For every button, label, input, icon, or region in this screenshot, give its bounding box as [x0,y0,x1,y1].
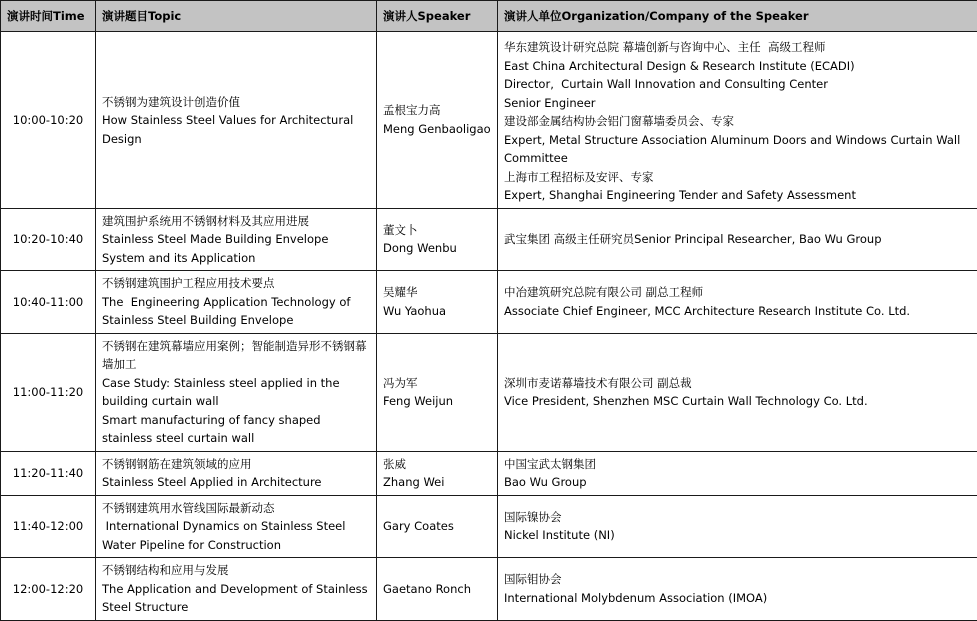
column-header-topic [96,1,377,32]
cell-time-value: 10:00-10:20 [1,108,95,133]
cell-topic-content [96,496,376,558]
cell-speaker [377,271,498,334]
table-row [1,451,977,495]
cell-organization [498,271,977,334]
cell-time [1,32,96,209]
cell-speaker-line: Gary Coates [383,517,492,536]
cell-time-value: 10:20-10:40 [1,227,95,252]
cell-organization-content [498,32,977,208]
cell-topic [96,208,377,271]
cell-speaker [377,333,498,451]
cell-topic [96,451,377,495]
cell-organization [498,208,977,271]
cell-organization-line: 国际钼协会 [504,570,972,589]
cell-speaker [377,32,498,209]
cell-time [1,451,96,495]
cell-topic-line: 不锈钢建筑围护工程应用技术要点 [102,274,371,293]
cell-speaker-line: 冯为军 [383,374,492,393]
table-row [1,208,977,271]
cell-organization-content [498,227,977,252]
cell-organization-line: Bao Wu Group [504,473,972,492]
column-header-time-label: 演讲时间Time [1,9,85,23]
header-row [1,1,977,32]
cell-topic-line: 不锈钢建筑用水管线国际最新动态 [102,499,371,518]
cell-organization-line: 中国宝武太钢集团 [504,455,972,474]
cell-topic-line: 建筑围护系统用不锈钢材料及其应用进展 [102,212,371,231]
cell-topic-line: 不锈钢为建筑设计创造价值 [102,93,371,112]
cell-speaker-content [377,280,497,323]
cell-organization-line: Vice President, Shenzhen MSC Curtain Wall Technology Co. Ltd. [504,392,972,411]
cell-organization-line: 中冶建筑研究总院有限公司 副总工程师 [504,283,972,302]
cell-topic-content [96,209,376,271]
cell-time [1,208,96,271]
cell-organization [498,558,977,621]
column-header-speaker [377,1,498,32]
cell-speaker-line: 孟根宝力高 [383,101,492,120]
cell-speaker-content [377,98,497,141]
cell-speaker-content [377,514,497,539]
cell-organization-line: Nickel Institute (NI) [504,526,972,545]
cell-speaker [377,495,498,558]
cell-topic-content [96,558,376,620]
cell-speaker [377,451,498,495]
cell-speaker-content [377,452,497,495]
cell-topic [96,271,377,334]
cell-speaker [377,208,498,271]
cell-topic-line: Stainless Steel Applied in Architecture [102,473,371,492]
cell-organization-line: 深圳市麦诺幕墙技术有限公司 副总裁 [504,374,972,393]
cell-topic-line: Stainless Steel Made Building Envelope System and its Application [102,230,371,267]
cell-organization [498,333,977,451]
cell-speaker-content [377,371,497,414]
cell-speaker-line: Gaetano Ronch [383,580,492,599]
table-row [1,32,977,209]
cell-topic-line: The Engineering Application Technology of Stainless Steel Building Envelope [102,293,371,330]
column-header-organization-label: 演讲人单位Organization/Company of the Speaker [498,9,809,23]
column-header-organization [498,1,977,32]
cell-topic [96,495,377,558]
cell-organization-content [498,505,977,548]
cell-time-value: 11:20-11:40 [1,461,95,486]
cell-organization-line: 国际镍协会 [504,508,972,527]
cell-time [1,558,96,621]
cell-topic-content [96,271,376,333]
cell-speaker-content [377,577,497,602]
cell-organization-line: International Molybdenum Association (IMOA) [504,589,972,608]
cell-topic-content [96,334,376,451]
cell-organization-line: Senior Engineer [504,94,972,113]
cell-topic [96,558,377,621]
cell-organization-line: 上海市工程招标及安评、专家 [504,168,972,187]
cell-speaker-line: 张威 [383,455,492,474]
cell-speaker-line: Wu Yaohua [383,302,492,321]
cell-time-value: 11:40-12:00 [1,514,95,539]
cell-topic [96,32,377,209]
table-row [1,333,977,451]
cell-topic-content [96,89,376,152]
cell-organization-line: East China Architectural Design & Research Institute (ECADI) [504,57,972,76]
cell-organization-content [498,452,977,495]
cell-topic-line: How Stainless Steel Values for Architectural Design [102,111,371,148]
cell-organization [498,495,977,558]
cell-organization-content [498,280,977,323]
cell-speaker-line: 吴耀华 [383,283,492,302]
cell-organization-line: Expert, Metal Structure Association Aluminum Doors and Windows Curtain Wall Committee [504,131,972,168]
table-row [1,495,977,558]
cell-topic-line: Smart manufacturing of fancy shaped stainless steel curtain wall [102,411,371,448]
table-body [1,32,977,621]
cell-speaker-line: Dong Wenbu [383,239,492,258]
cell-speaker-line: Feng Weijun [383,392,492,411]
cell-topic [96,333,377,451]
cell-organization-line: 武宝集团 高级主任研究员Senior Principal Researcher, Bao Wu Group [504,230,972,249]
cell-organization-line: Associate Chief Engineer, MCC Architecture Research Institute Co. Ltd. [504,302,972,321]
cell-time [1,333,96,451]
cell-time [1,495,96,558]
column-header-speaker-label: 演讲人Speaker [377,9,470,23]
cell-organization-line: 建设部金属结构协会铝门窗幕墙委员会、专家 [504,112,972,131]
cell-speaker-line: 董文卜 [383,221,492,240]
cell-topic-line: 不锈钢结构和应用与发展 [102,561,371,580]
cell-organization-content [498,567,977,610]
cell-topic-line: International Dynamics on Stainless Steel Water Pipeline for Construction [102,517,371,554]
cell-speaker-line: Meng Genbaoligao [383,120,492,139]
cell-time-value: 10:40-11:00 [1,290,95,315]
cell-time [1,271,96,334]
cell-topic-line: 不锈钢在建筑幕墙应用案例；智能制造异形不锈钢幕墙加工 [102,337,371,374]
cell-topic-line: The Application and Development of Stainless Steel Structure [102,580,371,617]
cell-organization-line: Director, Curtain Wall Innovation and Consulting Center [504,75,972,94]
table-row [1,271,977,334]
cell-organization [498,451,977,495]
cell-organization-line: Expert, Shanghai Engineering Tender and Safety Assessment [504,186,972,205]
cell-topic-line: Case Study: Stainless steel applied in the building curtain wall [102,374,371,411]
cell-speaker [377,558,498,621]
cell-organization-content [498,371,977,414]
cell-time-value: 12:00-12:20 [1,577,95,602]
table-row [1,558,977,621]
cell-topic-line: 不锈钢钢筋在建筑领域的应用 [102,455,371,474]
column-header-topic-label: 演讲题目Topic [96,9,181,23]
column-header-time [1,1,96,32]
cell-organization-line: 华东建筑设计研究总院 幕墙创新与咨询中心、主任 高级工程师 [504,38,972,57]
table-header [1,1,977,32]
cell-speaker-line: Zhang Wei [383,473,492,492]
cell-time-value: 11:00-11:20 [1,380,95,405]
cell-organization [498,32,977,209]
cell-speaker-content [377,218,497,261]
cell-topic-content [96,452,376,495]
